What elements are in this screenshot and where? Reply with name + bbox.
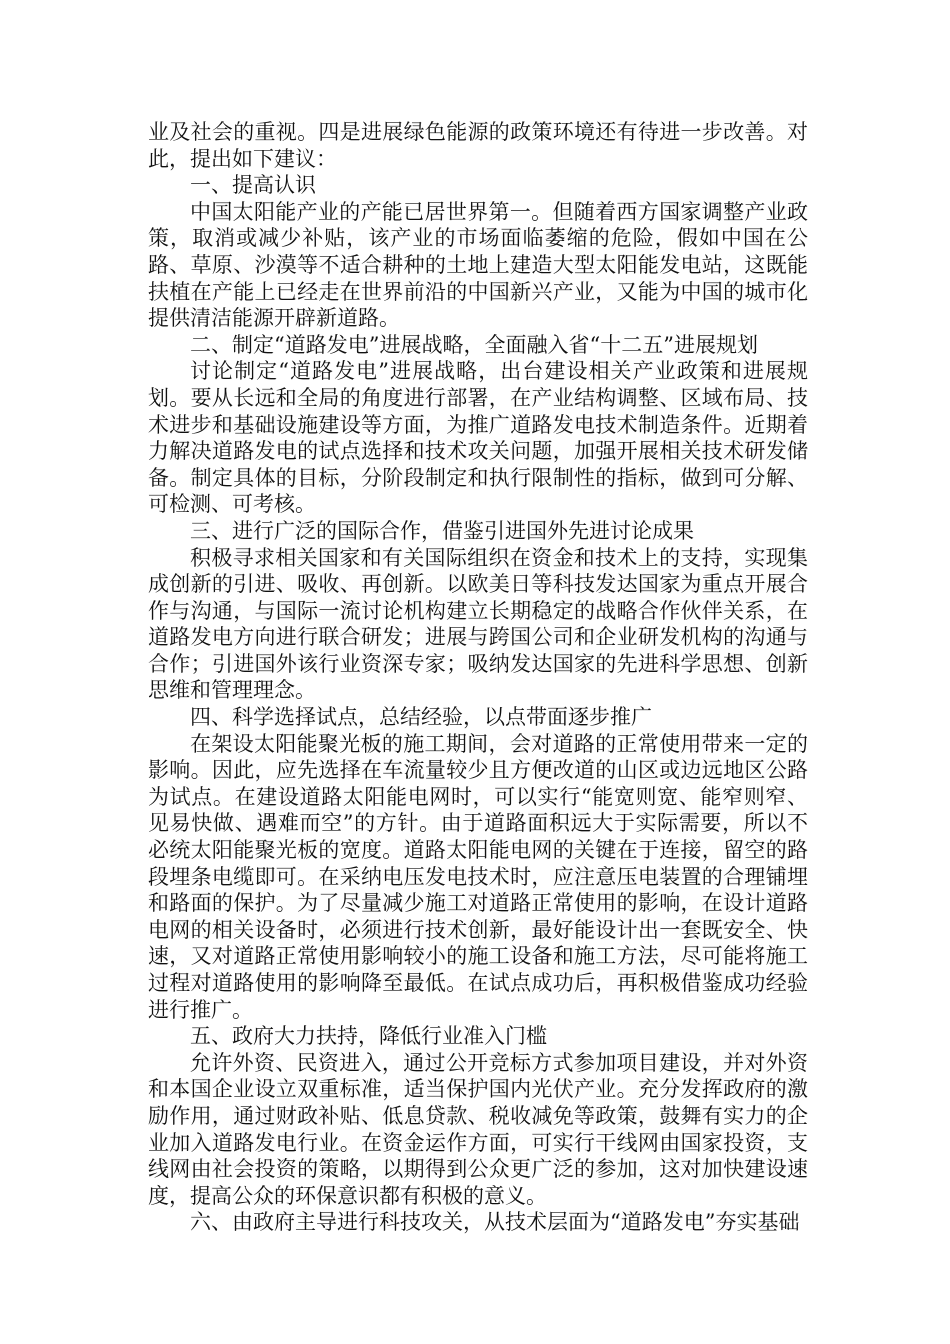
paragraph-3: 积极寻求相关国家和有关国际组织在资金和技术上的支持，实现集成创新的引进、吸收、再创新。以欧美日等科技发达国家为重点开展合作与沟通，与国际一流讨论机构建立长期稳定的战略合作伙伴关系，在道路发电方向进行联合研发；进展与跨国公司和企业研发机构的沟通与合作；引进国外该行业资深专家；吸纳发达国家的先进科学思想、创新思维和管理理念。 bbox=[148, 545, 808, 703]
paragraph-intro: 业及社会的重视。四是进展绿色能源的政策环境还有待进一步改善。对此，提出如下建议： bbox=[148, 120, 808, 171]
heading-6: 六、由政府主导进行科技攻关，从技术层面为“道路发电”夯实基础 bbox=[190, 1210, 800, 1235]
heading-5: 五、政府大力扶持，降低行业准入门槛 bbox=[190, 1024, 547, 1049]
document-page bbox=[148, 119, 808, 1236]
heading-2: 二、制定“道路发电”进展战略，全面融入省“十二五”进展规划 bbox=[190, 332, 758, 357]
paragraph-1: 中国太阳能产业的产能已居世界第一。但随着西方国家调整产业政策，取消或减少补贴，该产业的市场面临萎缩的危险，假如中国在公路、草原、沙漠等不适合耕种的土地上建造大型太阳能发电站，这既能扶植在产能上已经走在世界前沿的中国新兴产业，又能为中国的城市化提供清洁能源开辟新道路。 bbox=[148, 199, 808, 331]
heading-1: 一、提高认识 bbox=[190, 173, 316, 198]
heading-4: 四、科学选择试点，总结经验，以点带面逐步推广 bbox=[190, 705, 652, 730]
heading-3: 三、进行广泛的国际合作，借鉴引进国外先进讨论成果 bbox=[190, 518, 694, 543]
paragraph-2: 讨论制定“道路发电”进展战略，出台建设相关产业政策和进展规划。要从长远和全局的角度进行部署，在产业结构调整、区域布局、技术进步和基础设施建设等方面，为推广道路发电技术制造条件。近期着力解决道路发电的试点选择和技术攻关问题，加强开展相关技术研发储备。制定具体的目标，分阶段制定和执行限制性的指标，做到可分解、可检测、可考核。 bbox=[148, 359, 808, 517]
paragraph-4: 在架设太阳能聚光板的施工期间，会对道路的正常使用带来一定的影响。因此，应先选择在车流量较少且方便改道的山区或边远地区公路为试点。在建设道路太阳能电网时，可以实行“能宽则宽、能窄则窄、见易快做、遇难而空”的方针。由于道路面积远大于实际需要，所以不必统太阳能聚光板的宽度。道路太阳能电网的关键在于连接，留空的路段埋条电缆即可。在采纳电压发电技术时，应注意压电装置的合理铺埋和路面的保护。为了尽量减少施工对道路正常使用的影响，在设计道路电网的相关设备时，必须进行技术创新，最好能设计出一套既安全、快速，又对道路正常使用影响较小的施工设备和施工方法，尽可能将施工过程对道路使用的影响降至最低。在试点成功后，再积极借鉴成功经验进行推广。 bbox=[148, 731, 808, 1022]
paragraph-5: 允许外资、民资进入，通过公开竞标方式参加项目建设，并对外资和本国企业设立双重标准，适当保护国内光伏产业。充分发挥政府的激励作用，通过财政补贴、低息贷款、税收减免等政策，鼓舞有实力的企业加入道路发电行业。在资金运作方面，可实行干线网由国家投资，支线网由社会投资的策略，以期得到公众更广泛的参加，这对加快建设速度，提高公众的环保意识都有积极的意义。 bbox=[148, 1050, 808, 1208]
